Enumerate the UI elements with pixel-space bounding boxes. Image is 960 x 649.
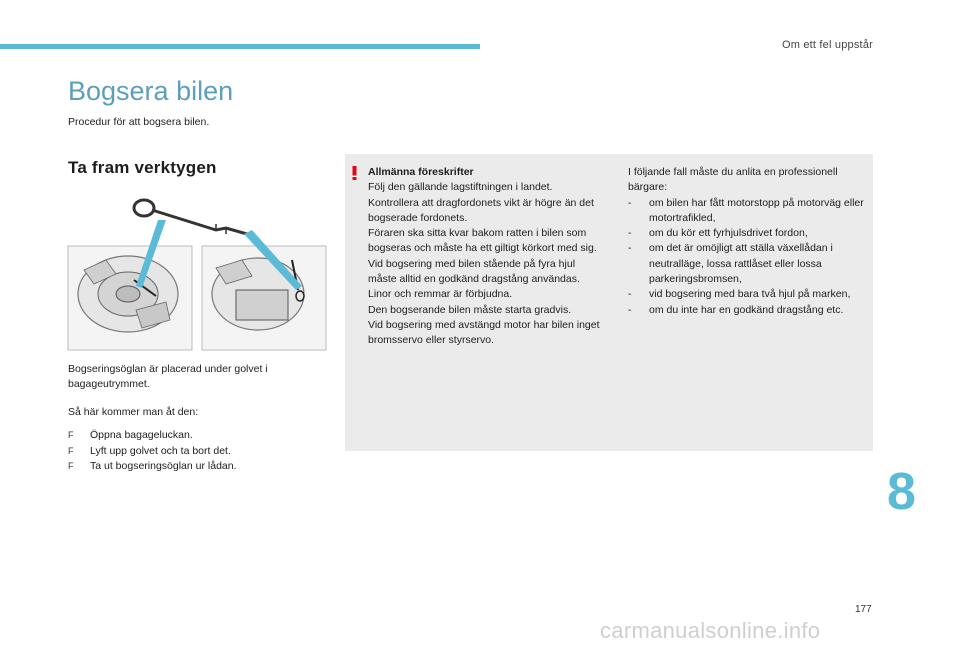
case-text: om du inte har en godkänd dragstång etc. <box>649 303 844 316</box>
step-marker: F <box>68 445 74 456</box>
warning-paragraph: Den bogserande bilen måste starta gradvis. <box>368 303 572 316</box>
case-text: om bilen har fått motorstopp på motorväg eller motortrafikled, <box>649 196 864 224</box>
warning-professional-column <box>628 165 873 318</box>
warning-general-column <box>368 165 606 349</box>
towing-eye-tool <box>134 200 254 236</box>
step-marker: F <box>68 430 74 440</box>
step-text: Öppna bagageluckan. <box>90 429 193 441</box>
warning-paragraph: Vid bogsering med avstängd motor har bilen inget bromsservo eller styrservo. <box>368 318 600 347</box>
case-list <box>628 196 873 318</box>
header-accent-bar <box>0 44 480 49</box>
page-title: Bogsera bilen <box>68 76 234 106</box>
case-text: vid bogsering med bara två hjul på marken, <box>649 288 851 301</box>
case-text: om det är omöjligt att ställa växellådan i neutralläge, lossa rattlåset eller lossa parkeringsbromsen, <box>649 242 833 286</box>
list-item <box>628 287 873 302</box>
professional-intro: I följande fall måste du anlita en professionell bärgare: <box>628 166 838 194</box>
warning-paragraph: Föraren ska sitta kvar bakom ratten i bilen som bogseras och måste ha ett giltigt körkort med sig. <box>368 227 597 255</box>
case-marker: - <box>628 227 632 240</box>
page-number: 177 <box>855 604 872 615</box>
tools-heading: Ta fram verktygen <box>68 158 217 177</box>
warning-paragraph: Kontrollera att dragfordonets vikt är högre än det bogserade fordonets. <box>368 196 594 224</box>
list-item <box>68 444 237 460</box>
trunk-right-panel <box>202 246 326 350</box>
warning-paragraph: Vid bogsering med bilen stående på fyra hjul måste alltid en godkänd dragstång användas. Linor och remmar är förbjudna. <box>368 257 580 301</box>
list-item <box>628 241 873 287</box>
towing-eye-illustration <box>66 190 328 356</box>
step-list <box>68 428 237 475</box>
chapter-number: 8 <box>887 463 916 521</box>
list-item <box>628 303 873 318</box>
list-item <box>68 459 237 475</box>
case-marker: - <box>628 303 632 316</box>
intro-text: Procedur för att bogsera bilen. <box>68 116 210 128</box>
step-text: Lyft upp golvet och ta bort det. <box>90 444 231 457</box>
case-marker: - <box>628 196 632 209</box>
case-text: om du kör ett fyrhjulsdrivet fordon, <box>649 227 808 240</box>
list-item <box>628 196 873 227</box>
list-item <box>628 226 873 241</box>
exclamation-icon <box>352 166 357 180</box>
step-marker: F <box>68 461 74 471</box>
case-marker: - <box>628 242 632 255</box>
warning-paragraph: Följ den gällande lagstiftningen i landet. <box>368 181 553 194</box>
section-title: Om ett fel uppstår <box>781 39 873 51</box>
howto-text: Så här kommer man åt den: <box>68 406 199 418</box>
step-text: Ta ut bogseringsöglan ur lådan. <box>90 460 237 472</box>
warning-title: Allmänna föreskrifter <box>368 166 474 178</box>
watermark: carmanualsonline.info <box>600 618 821 643</box>
trunk-left-panel <box>68 246 192 350</box>
list-item <box>68 428 237 444</box>
case-marker: - <box>628 288 632 301</box>
location-text: Bogseringsöglan är placerad under golvet i bagageutrymmet. <box>68 363 268 390</box>
